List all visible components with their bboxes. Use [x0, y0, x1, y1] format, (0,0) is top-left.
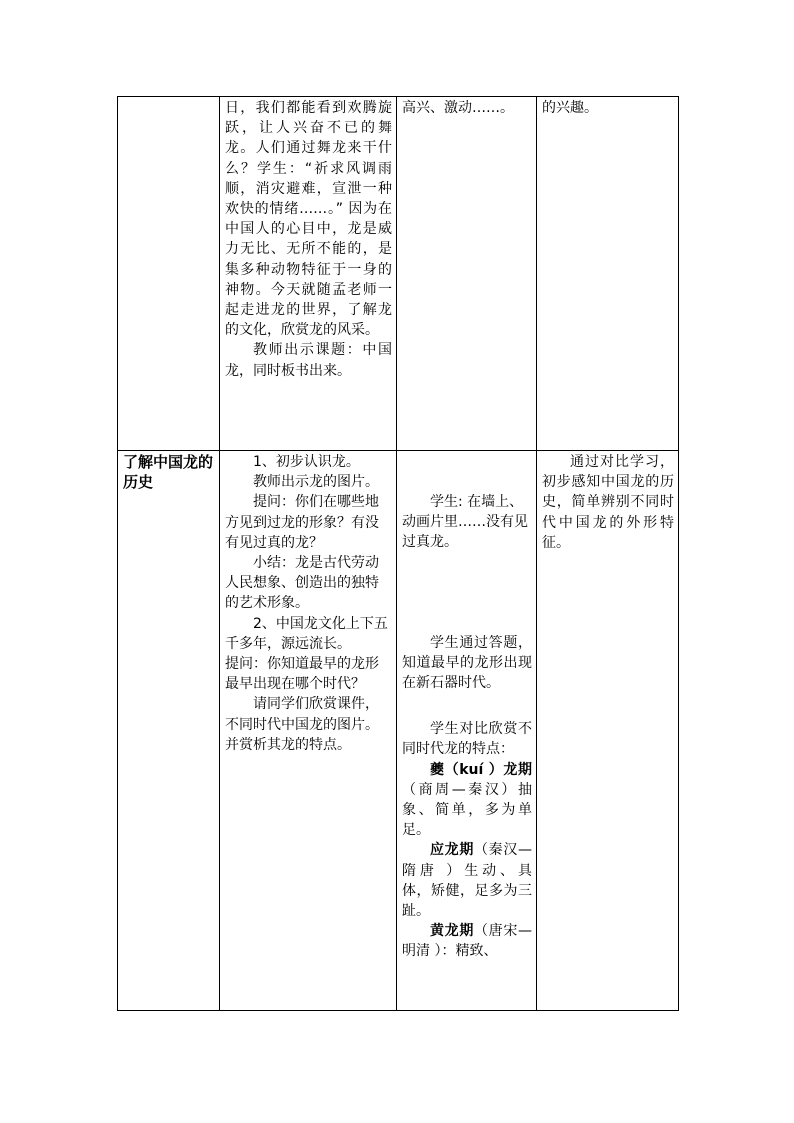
activity-text: 提问：你知道最早的龙形最早出现在哪个时代？: [225, 656, 379, 693]
student-activity-cell: [397, 451, 537, 1011]
section-cell: [118, 97, 220, 451]
activity-text: 2、中国龙文化上下五千多年，源远流长。: [225, 615, 388, 652]
period-term: 夔（kuí ）龙期: [430, 761, 532, 778]
period-desc: （秦汉—隋唐 ）生动、具体，矫健，足多为三趾。: [402, 842, 532, 920]
dragon-period-kui: [402, 760, 532, 841]
student-text: 学生: 在墙上、动画片里……没有见过真龙。: [402, 494, 528, 551]
period-term: 应龙期: [430, 842, 474, 859]
design-intent-cell: [537, 97, 679, 451]
student-text: 学生通过答题，知道最早的龙形出现在新石器时代。: [402, 634, 532, 692]
teacher-activity-cell: [220, 97, 397, 451]
period-desc: （唐宋—明清 ）：精致、: [402, 923, 532, 960]
activity-text: 1、初步认识龙。: [253, 454, 360, 470]
activity-text: 请同学们欣赏课件，不同时代中国龙的图片。并赏析其龙的特点。: [225, 696, 379, 753]
lesson-plan-table: [117, 96, 679, 1011]
period-desc: （商周—秦汉）抽象、简单，多为单足。: [402, 781, 532, 839]
dragon-period-huang: [402, 921, 532, 961]
activity-text: 提问：你们在哪些地方见到过龙的形象？有没有见过真的龙？: [225, 494, 379, 551]
period-term: 黄龙期: [430, 923, 474, 940]
dragon-period-ying: [402, 840, 532, 921]
teacher-activity-cell: [220, 451, 397, 1011]
activity-text: 日，我们都能看到欢腾旋跃，让人兴奋不已的舞龙。人们通过舞龙来干什么？学生：“祈求风调雨顺，消灾避难，宣泄一种欢快的情绪……。” 因为在中国人的心目中，龙是威力无比、无所不能的，是集多种动物特征于一身的神物。今天就随孟老师一起走进龙的世界，了解龙的文化，欣赏龙的风采。: [225, 100, 392, 339]
activity-text: 教师出示课题：中国龙，同时板书出来。: [225, 342, 392, 379]
student-activity-cell: [397, 97, 537, 451]
design-intent-cell: [537, 451, 679, 1011]
activity-text: 教师出示龙的图片。: [253, 474, 379, 491]
activity-text: 小结：龙是古代劳动人民想象、创造出的独特的艺术形象。: [225, 555, 379, 612]
section-heading: 了解中国龙的历史: [123, 453, 214, 492]
table-row: [118, 451, 679, 1011]
intent-text: 的兴趣。: [542, 100, 598, 116]
student-text: 高兴、激动……。: [402, 100, 514, 116]
student-text: 学生对比欣赏不同时代龙的特点：: [402, 721, 532, 758]
intent-text: 通过对比学习，初步感知中国龙的历史，简单辨别不同时代中国龙的外形特征。: [542, 454, 674, 551]
section-cell: [118, 451, 220, 1011]
table-row: [118, 97, 679, 451]
